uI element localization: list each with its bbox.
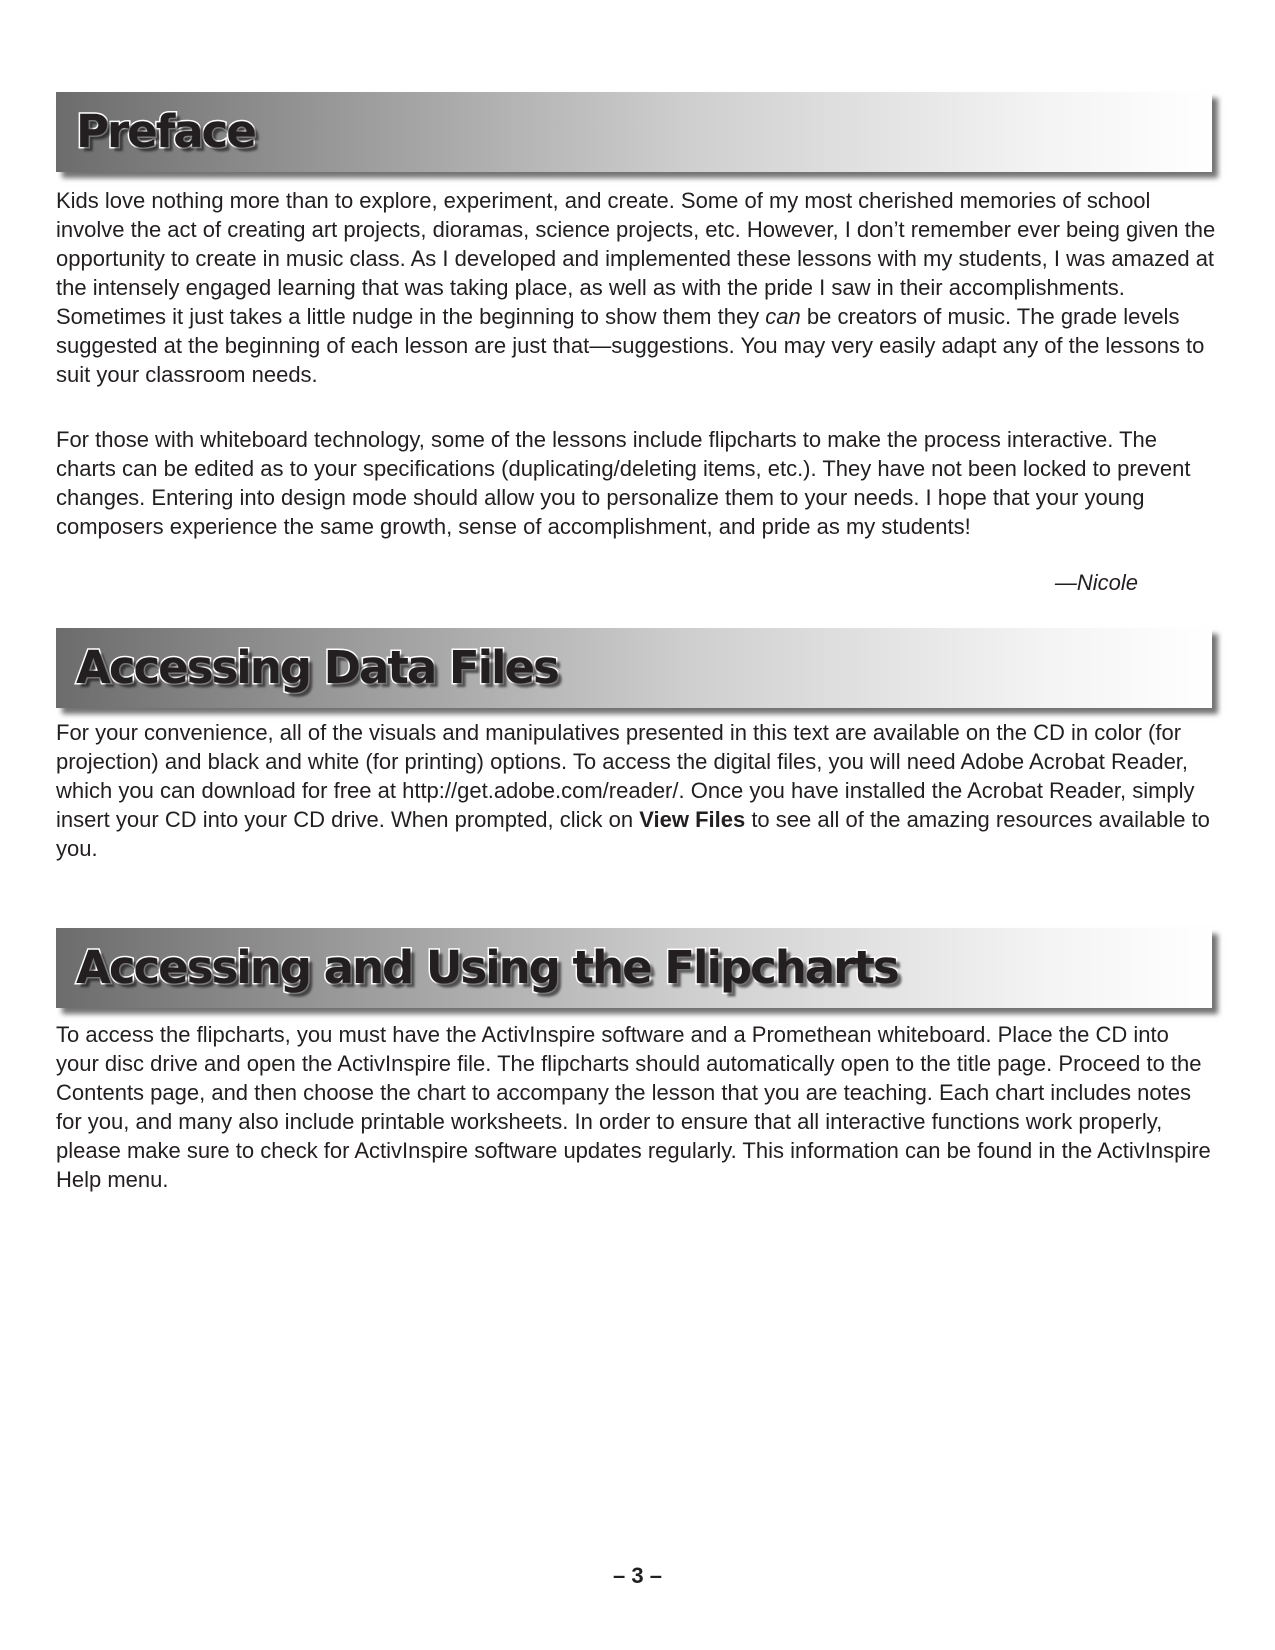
preface-p1-text-a: Kids love nothing more than to explore, experiment, and create. Some of my most cherished memories of school involve the act of creating art projects, dioramas, science projects, etc. However, I don’t remember ever being given the opportunity to create in music class. As I developed and implemented these lessons with my students, I was amazed at the intensely engaged learning that was taking place, as well as with the pride I saw in their accomplishments. Sometimes it just takes a little nudge in the beginning to show them they — [56, 188, 1216, 329]
preface-heading: Preface — [76, 105, 255, 158]
preface-paragraph-2: For those with whiteboard technology, some of the lessons include flipcharts to make the process interactive. The charts can be edited as to your specifications (duplicating/deleting items, etc.). They have not been locked to prevent changes. Entering into design mode should allow you to personalize them to your needs. I hope that your young composers experience the same growth, sense of accomplishment, and pride as my students! — [56, 427, 1191, 539]
preface-p1-emphasis: can — [765, 304, 801, 329]
view-files-label: View Files — [639, 807, 746, 832]
preface-signature: —Nicole — [1054, 570, 1138, 595]
data-files-banner — [56, 628, 1212, 708]
data-files-heading: Accessing Data Files — [76, 641, 558, 694]
data-files-text-b: to see all of the amazing resources available to you. — [56, 807, 1210, 861]
flipcharts-banner — [56, 928, 1212, 1008]
preface-p1-text-b: be creators of music. The grade levels suggested at the beginning of each lesson are just that—suggestions. You may very easily adapt any of the lessons to suit your classroom needs. — [56, 304, 1205, 387]
data-files-paragraph — [56, 718, 1216, 863]
flipcharts-heading: Accessing and Using the Flipcharts — [76, 941, 898, 994]
preface-paragraph-1 — [56, 186, 1216, 389]
data-files-text-a: For your convenience, all of the visuals and manipulatives presented in this text are available on the CD in color (for projection) and black and white (for printing) options. To access the digital files, you will need Adobe Acrobat Reader, which you can download for free at http://get.adobe.com/reader/. Once you have installed the Acrobat Reader, simply insert your CD into your CD drive. When prompted, click on — [56, 720, 1195, 832]
preface-banner — [56, 92, 1212, 172]
page-number: – 3 – — [613, 1563, 662, 1588]
flipcharts-paragraph: To access the flipcharts, you must have the ActivInspire software and a Promethean whiteboard. Place the CD into your disc drive and open the ActivInspire file. The flipcharts should automatically open to the title page. Proceed to the Contents page, and then choose the chart to accompany the lesson that you are teaching. Each chart includes notes for you, and many also include printable worksheets. In order to ensure that all interactive functions work properly, please make sure to check for ActivInspire software updates regularly. This information can be found in the ActivInspire Help menu. — [56, 1022, 1211, 1192]
